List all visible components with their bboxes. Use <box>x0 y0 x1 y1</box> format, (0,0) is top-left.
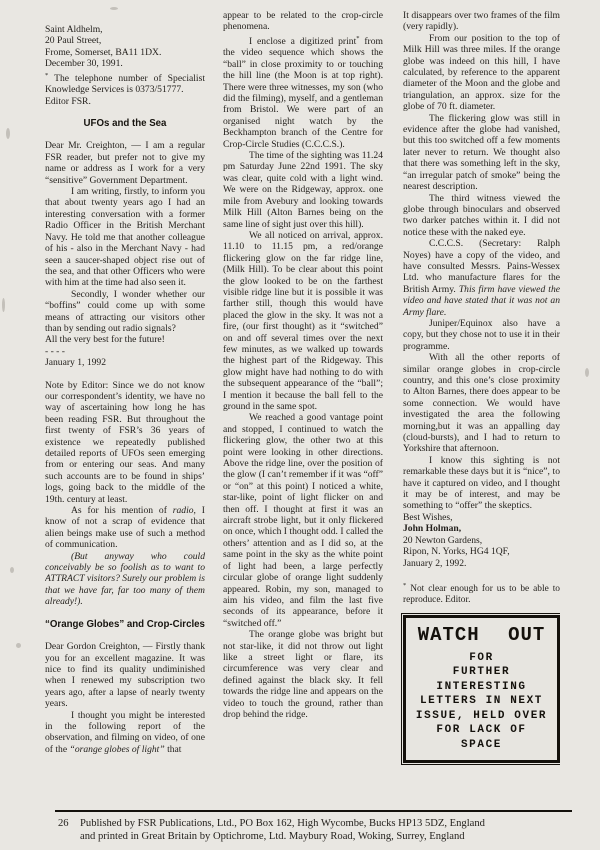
footnote: * Not clear enough for us to be able to reproduce. Editor. <box>403 581 560 606</box>
watch-out-line: FOR LACK OF <box>436 724 527 737</box>
text-line: 20 Paul Street, <box>45 35 102 47</box>
text-line: Frome, Somerset, BA11 1DX. <box>45 46 162 58</box>
column-left <box>45 0 205 806</box>
page-footer <box>0 810 600 850</box>
scan-speck <box>6 128 10 139</box>
paragraph: Juniper/Equinox also have a copy, but they chose not to use it in their programme. <box>403 317 560 352</box>
paragraph: C.C.C.S. (Secretary: Ralph Noyes) have a copy of the video, and have consulted Messrs. Pains-Wessex Ltd. who manufacture flares for the British Army. This firm have viewed the video and have stated that it was not an Army flare. <box>403 238 560 318</box>
paragraph: (But anyway who could conceivably be so foolish as to want to ATTRACT visitors? Surely our problem is that we have far, far too many of them already!). <box>45 550 205 608</box>
paragraph: From our position to the top of Milk Hill was three miles. If the orange globe was indeed on this hill, I have calculated, by reference to the apparent diameter of the Moon and the globe and triangulation, an approx. size for the globe of 70 ft. diameter. <box>403 32 560 113</box>
column-right <box>403 0 560 806</box>
spacer <box>45 369 205 380</box>
text-line: Ripon, N. Yorks, HG4 1QF, <box>403 546 510 558</box>
paragraph: I enclose a digitized print* from the video sequence which shows the “ball” in close proximity to or touching the hill line (the Moon is at top right). There were three witnesses, my son (who did the filming), myself, and a gentleman from Bristol. We were part of an organised night watch by the Beckhampton branch of the Centre for Crop-Circle Studies (C.C.C.S.). <box>223 34 383 150</box>
section-heading: “Orange Globes” and Crop-Circles <box>45 618 205 630</box>
watch-out-title: WATCH OUT <box>417 623 546 646</box>
paragraph: It disappears over two frames of the film (very rapidly). <box>403 10 560 33</box>
spacer <box>45 107 205 118</box>
paragraph: Secondly, I wonder whether our “boffins” could come up with some means of attracting our visitors other than by sending out radio signals? <box>45 288 205 334</box>
watch-out-line: FURTHER <box>452 666 511 679</box>
paragraph: The third witness viewed the globe through binoculars and observed two darker patches within it. I did not notice these with the naked eye. <box>403 192 560 238</box>
paragraph: appear to be related to the crop-circle phenomena. <box>223 10 383 33</box>
text-line: - - - - <box>45 345 65 357</box>
watch-out-line: ISSUE, HELD OVER <box>415 709 548 722</box>
paragraph: I am writing, firstly, to inform you that about twenty years ago I had an interesting conversation with a former Radio Officer in the British Merchant Navy. He told me that another colleague of his - also in the Merchant Navy - had seen a saucer-shaped object rise out of the sea, and that other Officers who were with him at the time had also seen it. <box>45 186 205 289</box>
paragraph: With all the other reports of similar orange globes in crop-circle country, and this one’s close proximity to Alton Barnes, there does appear to be some connection. We would have investigated the area the following morning,but it was an appalling day (cloud-bursts), and I had to return to Yorkshire that afternoon. <box>403 352 560 455</box>
spacer <box>45 608 205 619</box>
column-middle <box>223 0 383 806</box>
scan-speck <box>10 567 14 573</box>
text-line: 20 Newton Gardens, <box>403 534 483 546</box>
text-line: Saint Aldhelm, <box>45 24 103 35</box>
section-heading: UFOs and the Sea <box>83 118 167 130</box>
paragraph: As for his mention of radio, I know of not a scrap of evidence that alien beings make use of such a method of communication. <box>45 505 205 551</box>
text-line: Editor FSR. <box>45 95 91 107</box>
paragraph: The flickering glow was still in evidence after the globe had vanished, but this too switched off a few moments later never to return. We thought also that there was something left in the sky, “an irregular patch of smoke” being the nearest description. <box>403 112 560 193</box>
watch-out-line: LETTERS IN NEXT <box>419 695 544 708</box>
paragraph: Note by Editor: Since we do not know our correspondent’s identity, we have no way of ascertaining how long he has been reading FSR. But throughout the first twenty of FSR’s 36 years of existence we repeatedly published detailed reports of UFOs seen emerging from or entering our seas. And many such accounts are to be found in ships’ logs, going back to the middle of the 19th. century at least. <box>45 379 205 505</box>
watch-out-box <box>403 615 560 764</box>
spacer <box>403 569 560 580</box>
paragraph: I thought you might be interested in the following report of the observation, and filming on video, of one of the “orange globes of light” that <box>45 709 205 755</box>
scan-speck <box>16 643 21 648</box>
paragraph: We reached a good vantage point and stopped, I continued to watch the flickering glow, the other two at this point were looking in other directions. Above the ridge line, over the position of the glow (I can’t remember if it was “off” or “on” at this point) I noticed a white, star-like, point of light flicker on and then off. I thought at first it was an aircraft strobe light, but it only flickered on once, which I thought odd. I called the others’ attention and as I did so, at the same point in the sky as the white point of light had been, a large perfectly circular globe of orange light suddenly appeared. Robin, my son, managed to aim his video, and film the last five seconds of its appearance, before it “switched off.” <box>223 412 384 629</box>
watch-out-line: FOR <box>469 651 494 664</box>
paragraph: * The telephone number of Specialist Knowledge Services is 0373/51777. <box>45 71 205 96</box>
paragraph: The time of the sighting was 11.24 pm Saturday June 22nd 1991. The sky was clear, quite cold with a light wind. We were on the Ridgeway, approx. one mile from Avebury and looking towards Milk Hill (Alton Barnes being on the same line of sight just over this hill). <box>223 150 383 230</box>
spacer <box>45 630 205 641</box>
imprint <box>58 817 580 843</box>
paragraph: We all noticed on arrival, approx. 11.10 to 11.15 pm, a red/orange flickering glow on the far ridge line, (Milk Hill). To be clear about this point the glow looked to be on the farthest visible ridge line but it is possible it was farther still, though this would have placed the glow in the sky. It was not a fire, (our first thought) as it “switched” on and off several times over the next few minutes, as we walked up towards the highest part of the Ridgeway. This glow might have had nothing to do with the subsequent appearance of the “ball”; I mention it because the ball fell to the ground in the same spot. <box>223 229 383 412</box>
paragraph: Dear Gordon Creighton, — Firstly thank you for an excellent magazine. It was nice to find its quality undiminished when I renewed my subscription two years ago, after a lapse of nearly twenty years. <box>45 641 205 710</box>
paragraph: The orange globe was bright but not star-like, it did not throw out light like a street light or flare, its circumference was very clear and defined against the black sky. It fell towards the ridge line and appears on the video to touch the ground, rather than drop behind the ridge. <box>223 629 383 720</box>
text-line: January 2, 1992. <box>403 557 467 569</box>
watch-out-lines <box>409 651 554 753</box>
text-line: December 30, 1991. <box>45 58 123 70</box>
text-line: John Holman, <box>403 523 462 535</box>
watch-out-line: SPACE <box>460 738 502 751</box>
spacer <box>45 129 205 140</box>
scan-speck <box>585 368 589 377</box>
text-line: Best Wishes, <box>403 511 453 523</box>
paragraph: I know this sighting is not remarkable these days but it is “nice”, to have it captured on video, and I thought it may be of interest, and may be something to “offer” the skeptics. <box>403 454 560 512</box>
footer-rule <box>55 810 572 812</box>
imprint-line-1: Published by FSR Publications, Ltd., PO Box 162, High Wycombe, Bucks HP13 5DZ, England <box>80 818 485 829</box>
watch-out-line: INTERESTING <box>436 680 527 693</box>
scan-speck <box>2 298 5 312</box>
page-number: 26 <box>58 818 69 829</box>
three-column-text-area <box>45 0 560 806</box>
imprint-line-2: and printed in Great Britain by Optichrome, Ltd. Maybury Road, Woking, Surrey, England <box>80 831 465 843</box>
text-line: All the very best for the future! <box>45 334 165 346</box>
text-line: January 1, 1992 <box>45 357 107 369</box>
paragraph: Dear Mr. Creighton, — I am a regular FSR reader, but prefer not to give my name or address as I work for a very “sensitive” Government Department. <box>45 140 205 186</box>
